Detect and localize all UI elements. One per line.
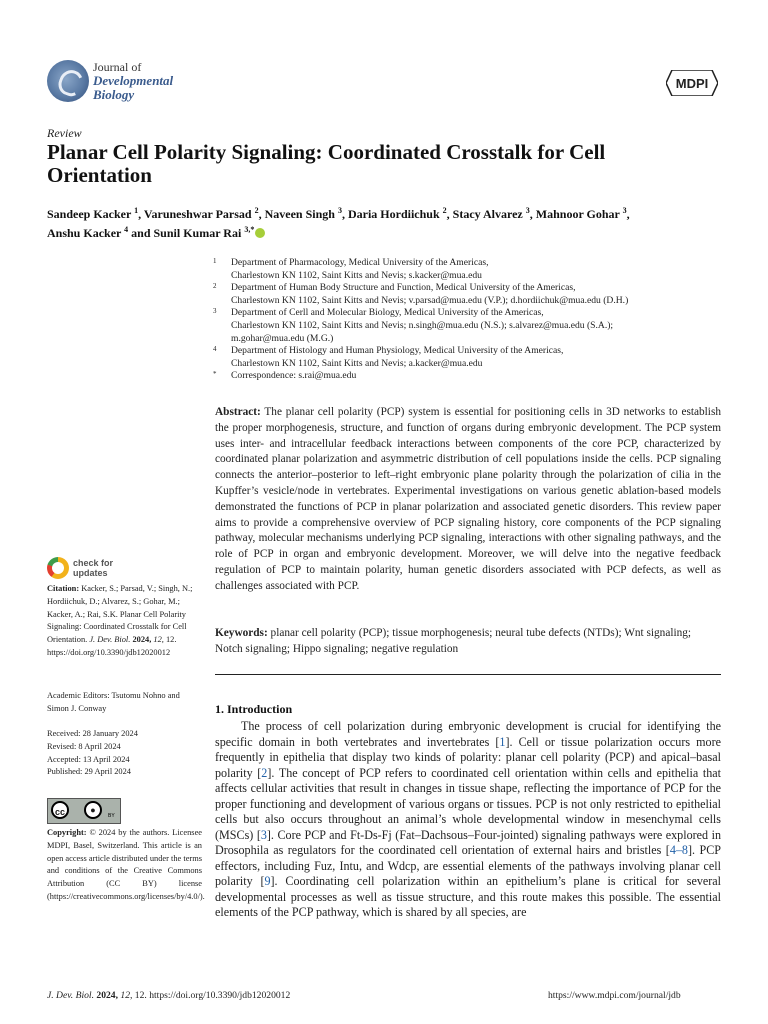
author-line-1: Sandeep Kacker $^1$, Varuneshwar Parsad $^2$, Naveen Singh $^3$, Daria Hordiichuk $^2$, Stacy Alvarez $^3$, Mahnoor Gohar $^3$, — [47, 206, 630, 221]
attribution-icon: ● — [84, 801, 102, 819]
affiliations — [213, 257, 723, 383]
affiliation-item — [213, 282, 723, 307]
affiliation-item — [213, 370, 723, 383]
footer-doi-link[interactable]: 12. https://doi.org/10.3390/jdb12020012 — [134, 990, 291, 1001]
citation-doi-link[interactable]: 12. https://doi.org/10.3390/jdb12020012 — [47, 635, 177, 657]
article-title: Planar Cell Polarity Signaling: Coordinated Crosstalk for Cell Orientation — [47, 140, 606, 187]
publisher-name: MDPI — [675, 76, 709, 91]
affiliation-line: m.gohar@mua.edu (M.G.) — [231, 332, 334, 344]
check-for-updates-button[interactable]: check for updates — [47, 557, 167, 581]
affiliation-number: 2 — [213, 282, 217, 291]
affiliation-number: * — [213, 370, 217, 379]
reference-link[interactable]: 2 — [261, 765, 268, 780]
introduction-text: The process of cell polarization during embryonic development is crucial for identifying the specific domain in both vertebrates and invertebrates [1]. Cell or tissue polarization occurs more frequently in epithelia that display two kinds of polarity: planar cell polarity (PCP) and apical–basal polarity [2]. The concept of PCP refers to coordinated cell orientation within cells and epithelia that affects cellular activities that result in changes in tissue shape, reflecting the importance of PCP for the proper functioning and development of various organs or tissues. PCP is not only restricted to epithelial cells but also occurs throughout an animal’s whole developmental window in mesenchymal cells (MSCs) [3]. Core PCP and Ft-Ds-Fj (Fat–Dachsous–Four-jointed) signaling pathways were explored in Drosophila as regulators for the coordinated cell orientation of external hairs and bristles [4–8]. PCP effectors, including Fuz, Intu, and Wdcp, are essential elements of the pathways involving planar cell polarity [9]. Coordinating cell polarization within an epithelium’s plane is critical for several developmental processes as well as tissue structure, and this route makes this possible. The essential elements of the PCP pathway, which is shared by all species, are — [215, 719, 721, 919]
affiliation-line: Department of Pharmacology, Medical University of the Americas, — [231, 257, 489, 268]
reference-link[interactable]: 1 — [499, 734, 506, 749]
reference-link[interactable]: 4–8 — [669, 843, 688, 857]
academic-editors: Academic Editors: Tsutomu Nohno and Simon J. Conway — [47, 691, 180, 713]
section-heading: 1. Introduction — [215, 702, 293, 716]
footer-journal-url[interactable]: https://www.mdpi.com/journal/jdb — [548, 990, 681, 1001]
check-updates-icon — [47, 557, 69, 579]
author-name[interactable]: Sandeep Kacker $^1$ — [47, 206, 139, 221]
affiliation-line: Charlestown KN 1102, Saint Kitts and Nevis; a.kacker@mua.edu — [231, 357, 483, 369]
author-affil-sup: 2 — [254, 206, 259, 215]
journal-logo — [47, 60, 89, 102]
affiliation-line: Correspondence: s.rai@mua.edu — [231, 370, 357, 382]
affiliation-line: Department of Cerll and Molecular Biology, Medical University of the Americas, — [231, 307, 544, 319]
author-name[interactable]: Anshu Kacker $^4$ — [47, 225, 129, 240]
copyright: Copyright: © 2024 by the authors. Licensee MDPI, Basel, Switzerland. This article is an open access article distributed under the terms and conditions of the Creative Commons Attribution (CC BY) license (https://creativecommons.org/licenses/by/4.0/). — [47, 828, 205, 901]
affiliation-line: Charlestown KN 1102, Saint Kitts and Nevis; s.kacker@mua.edu — [231, 269, 482, 281]
cc-license-badge[interactable]: cc ● BY — [47, 798, 121, 824]
affiliation-line: Department of Human Body Structure and Function, Medical University of the Americas, — [231, 282, 576, 294]
author-affil-sup: 4 — [124, 225, 129, 234]
cc-icon: cc — [51, 801, 69, 819]
article-dates: Received: 28 January 2024 Revised: 8 April 2024 Accepted: 13 April 2024 Published: 29 April 2024 — [47, 729, 138, 777]
author-line-2: Anshu Kacker $^4$ and Sunil Kumar Rai $^{3,*}$ — [47, 222, 737, 241]
author-affil-sup: 3 — [337, 206, 342, 215]
affiliation-number: 4 — [213, 345, 217, 354]
affiliation-item — [213, 257, 723, 282]
mdpi-logo — [666, 70, 718, 96]
author-name[interactable]: Naveen Singh $^3$ — [264, 206, 342, 221]
author-list — [47, 203, 737, 241]
affiliation-line: Charlestown KN 1102, Saint Kitts and Nevis; v.parsad@mua.edu (V.P.); d.hordiichuk@mua.edu (D.H.) — [231, 294, 629, 306]
affiliation-item — [213, 345, 723, 370]
author-affil-sup: 3 — [622, 206, 627, 215]
abstract: Abstract: The planar cell polarity (PCP) system is essential for positioning cells in 3D networks to establish the proper morphogenesis, structure, and function of organs during embryonic development. The PCP system uses inter- and intracellular feedback interactions between components of the core PCP, characterized by coordinated planar polarization and asymmetric distribution of cell populations inside the cells. PCP signaling connects the anterior–posterior to left–right embryonic plane polarity through the polarization of cilia in the Kupffer’s vesicle/node in vertebrates. Experimental investigations on various genetic ablation-based models demonstrated the functions of PCP in planar polarization and associated genetic disorders. This review paper aims to provide a comprehensive overview of PCP signaling history, core components of the PCP signaling pathway, molecular mechanisms underlying PCP signaling, interactions with other signaling pathways, and the role of PCP in organ and embryonic development. Moreover, we will delve into the negative feedback regulation of PCP to maintain polarity, human genetic disorders associated with PCP defects, as well as challenges associated with PCP. — [215, 406, 721, 592]
author-name[interactable]: Stacy Alvarez $^3$ — [452, 206, 530, 221]
footer-citation: J. Dev. Biol. 2024, 12, 12. https://doi.org/10.3390/jdb12020012 — [47, 990, 291, 1001]
citation: Citation: Kacker, S.; Parsad, V.; Singh, N.; Hordiichuk, D.; Alvarez, S.; Gohar, M.; Kacker, A.; Rai, S.K. Planar Cell Polarity Signaling: Coordinated Crosstalk for Cell Orientation. J. Dev. Biol. 2024, 12, 12. https://doi.org/10.3390/jdb12020012 — [47, 584, 193, 657]
keywords: Keywords: planar cell polarity (PCP); tissue morphogenesis; neural tube defects (NTDs); Wnt signaling; Notch signaling; Hippo signaling; negative regulation — [215, 627, 692, 655]
author-affil-sup: 3 — [525, 206, 530, 215]
affiliation-item — [213, 307, 723, 345]
author-name[interactable]: Daria Hordiichuk $^2$ — [347, 206, 447, 221]
reference-link[interactable]: 3 — [260, 827, 267, 842]
author-affil-sup: 2 — [442, 206, 447, 215]
affiliation-number: 3 — [213, 307, 217, 316]
reference-link[interactable]: 9 — [264, 874, 271, 888]
author-name[interactable]: Mahnoor Gohar $^3$ — [535, 206, 627, 221]
article-type: Review — [47, 126, 82, 140]
affiliation-number: 1 — [213, 257, 217, 265]
embryo-icon — [55, 67, 86, 100]
author-affil-sup: 3,* — [244, 225, 255, 234]
author-name[interactable]: Sunil Kumar Rai $^{3,*}$ — [153, 225, 255, 240]
author-name[interactable]: Varuneshwar Parsad $^2$ — [143, 206, 259, 221]
affiliation-line: Department of Histology and Human Physiology, Medical University of the Americas, — [231, 345, 564, 357]
orcid-icon[interactable] — [255, 228, 265, 238]
journal-name: Journal of Developmental Biology — [93, 60, 174, 102]
affiliation-line: Charlestown KN 1102, Saint Kitts and Nevis; n.singh@mua.edu (N.S.); s.alvarez@mua.edu (S.A.); — [231, 319, 614, 331]
author-affil-sup: 1 — [134, 206, 139, 215]
section-divider — [215, 674, 721, 675]
